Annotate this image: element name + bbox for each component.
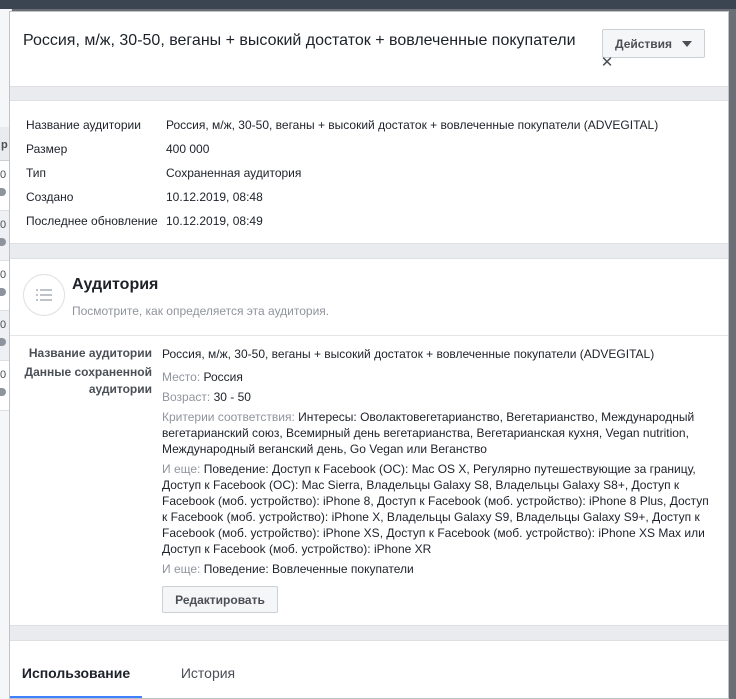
age-value: 30 - 50	[213, 390, 251, 404]
dialog-header	[10, 12, 728, 87]
more-label: И еще:	[162, 562, 201, 576]
edit-button[interactable]: Редактировать	[162, 586, 278, 613]
tab-usage[interactable]: Использование	[10, 641, 142, 699]
more-engaged-line	[162, 561, 714, 577]
background-row-toggle	[0, 188, 6, 196]
background-row-text: 0	[0, 269, 7, 281]
background-row-text: 0	[0, 169, 7, 181]
criteria-label: Критерии соответствия:	[162, 410, 295, 424]
info-value: 10.12.2019, 08:48	[166, 190, 263, 204]
info-key: Создано	[26, 190, 74, 204]
info-value: Сохраненная аудитория	[166, 166, 302, 180]
more-behavior-value: Поведение: Доступ к Facebook (ОС): Mac OS X, Регулярно путешествующие за границу, Доступ к Facebook (ОС): Mac Sierra, Владельцы Galaxy S8, Владельцы Galaxy S8+, Доступ к Facebook (моб. устройство): iPhone 8, Доступ к Facebook (моб. устройство): iPhone 8 Plus, Доступ к Facebook (моб. устройство): iPhone X, Владельцы Galaxy S9, Владельцы Galaxy S9+, Доступ к Facebook (моб. устройство): iPhone XS, Доступ к Facebook (моб. устройство): iPhone XS Max или Доступ к Facebook (моб. устройство): iPhone XR	[162, 462, 709, 556]
tabs-bar	[10, 640, 728, 699]
background-row-text: 0	[0, 369, 7, 381]
more-behavior-line	[162, 461, 714, 557]
saved-audience-label: Данные сохраненной аудитории	[24, 365, 152, 396]
place-label: Место:	[162, 370, 201, 384]
background-row-toggle	[0, 388, 6, 396]
info-key: Тип	[26, 166, 47, 180]
more-label: И еще:	[162, 462, 201, 476]
age-line	[162, 389, 714, 405]
caret-down-icon	[682, 41, 692, 47]
criteria-line	[162, 409, 714, 457]
audience-info-card	[10, 100, 728, 244]
close-icon[interactable]: ✕	[600, 54, 614, 71]
tab-history[interactable]: История	[180, 665, 236, 681]
criteria-value: Интересы: Оволактовегетарианство, Вегетарианство, Международный вегетарианский союз, Всемирный день вегетарианства, Вегетарианская кухня, Vegan nutrition, Международный веганский день, Go Vegan или Веганство	[162, 410, 695, 456]
audience-section-subtitle: Посмотрите, как определяется эта аудитория.	[72, 304, 330, 318]
info-key: Размер	[26, 142, 68, 156]
info-key: Название аудитории	[26, 118, 141, 132]
browser-top-strip	[0, 0, 736, 9]
audience-details-dialog	[9, 11, 729, 699]
background-row-text: 0	[0, 219, 7, 231]
dialog-title: Россия, м/ж, 30-50, веганы + высокий достаток + вовлеченные покупатели	[23, 32, 576, 49]
background-row-toggle	[0, 238, 6, 246]
actions-dropdown-button[interactable]	[602, 29, 705, 58]
info-value: 10.12.2019, 08:49	[166, 214, 263, 228]
background-header-text: p	[1, 139, 8, 151]
more-engaged-value: Поведение: Вовлеченные покупатели	[203, 562, 414, 576]
age-label: Возраст:	[162, 390, 211, 404]
audience-name-label: Название аудитории	[28, 346, 152, 360]
audience-section-title: Аудитория	[72, 276, 159, 293]
divider	[10, 335, 728, 336]
background-row-text: 0	[0, 319, 7, 331]
list-icon	[23, 274, 65, 316]
background-row-toggle	[0, 288, 6, 296]
info-value: Россия, м/ж, 30-50, веганы + высокий достаток + вовлеченные покупатели (ADVEGITAL)	[166, 118, 659, 132]
info-key: Последнее обновление	[26, 214, 158, 228]
audience-definition-card	[10, 258, 728, 626]
audience-name-value: Россия, м/ж, 30-50, веганы + высокий достаток + вовлеченные покупатели (ADVEGITAL)	[162, 347, 655, 361]
info-value: 400 000	[166, 142, 210, 156]
place-line	[162, 369, 714, 385]
background-row-toggle	[0, 338, 6, 346]
place-value: Россия	[203, 370, 243, 384]
actions-label: Действия	[615, 36, 673, 51]
